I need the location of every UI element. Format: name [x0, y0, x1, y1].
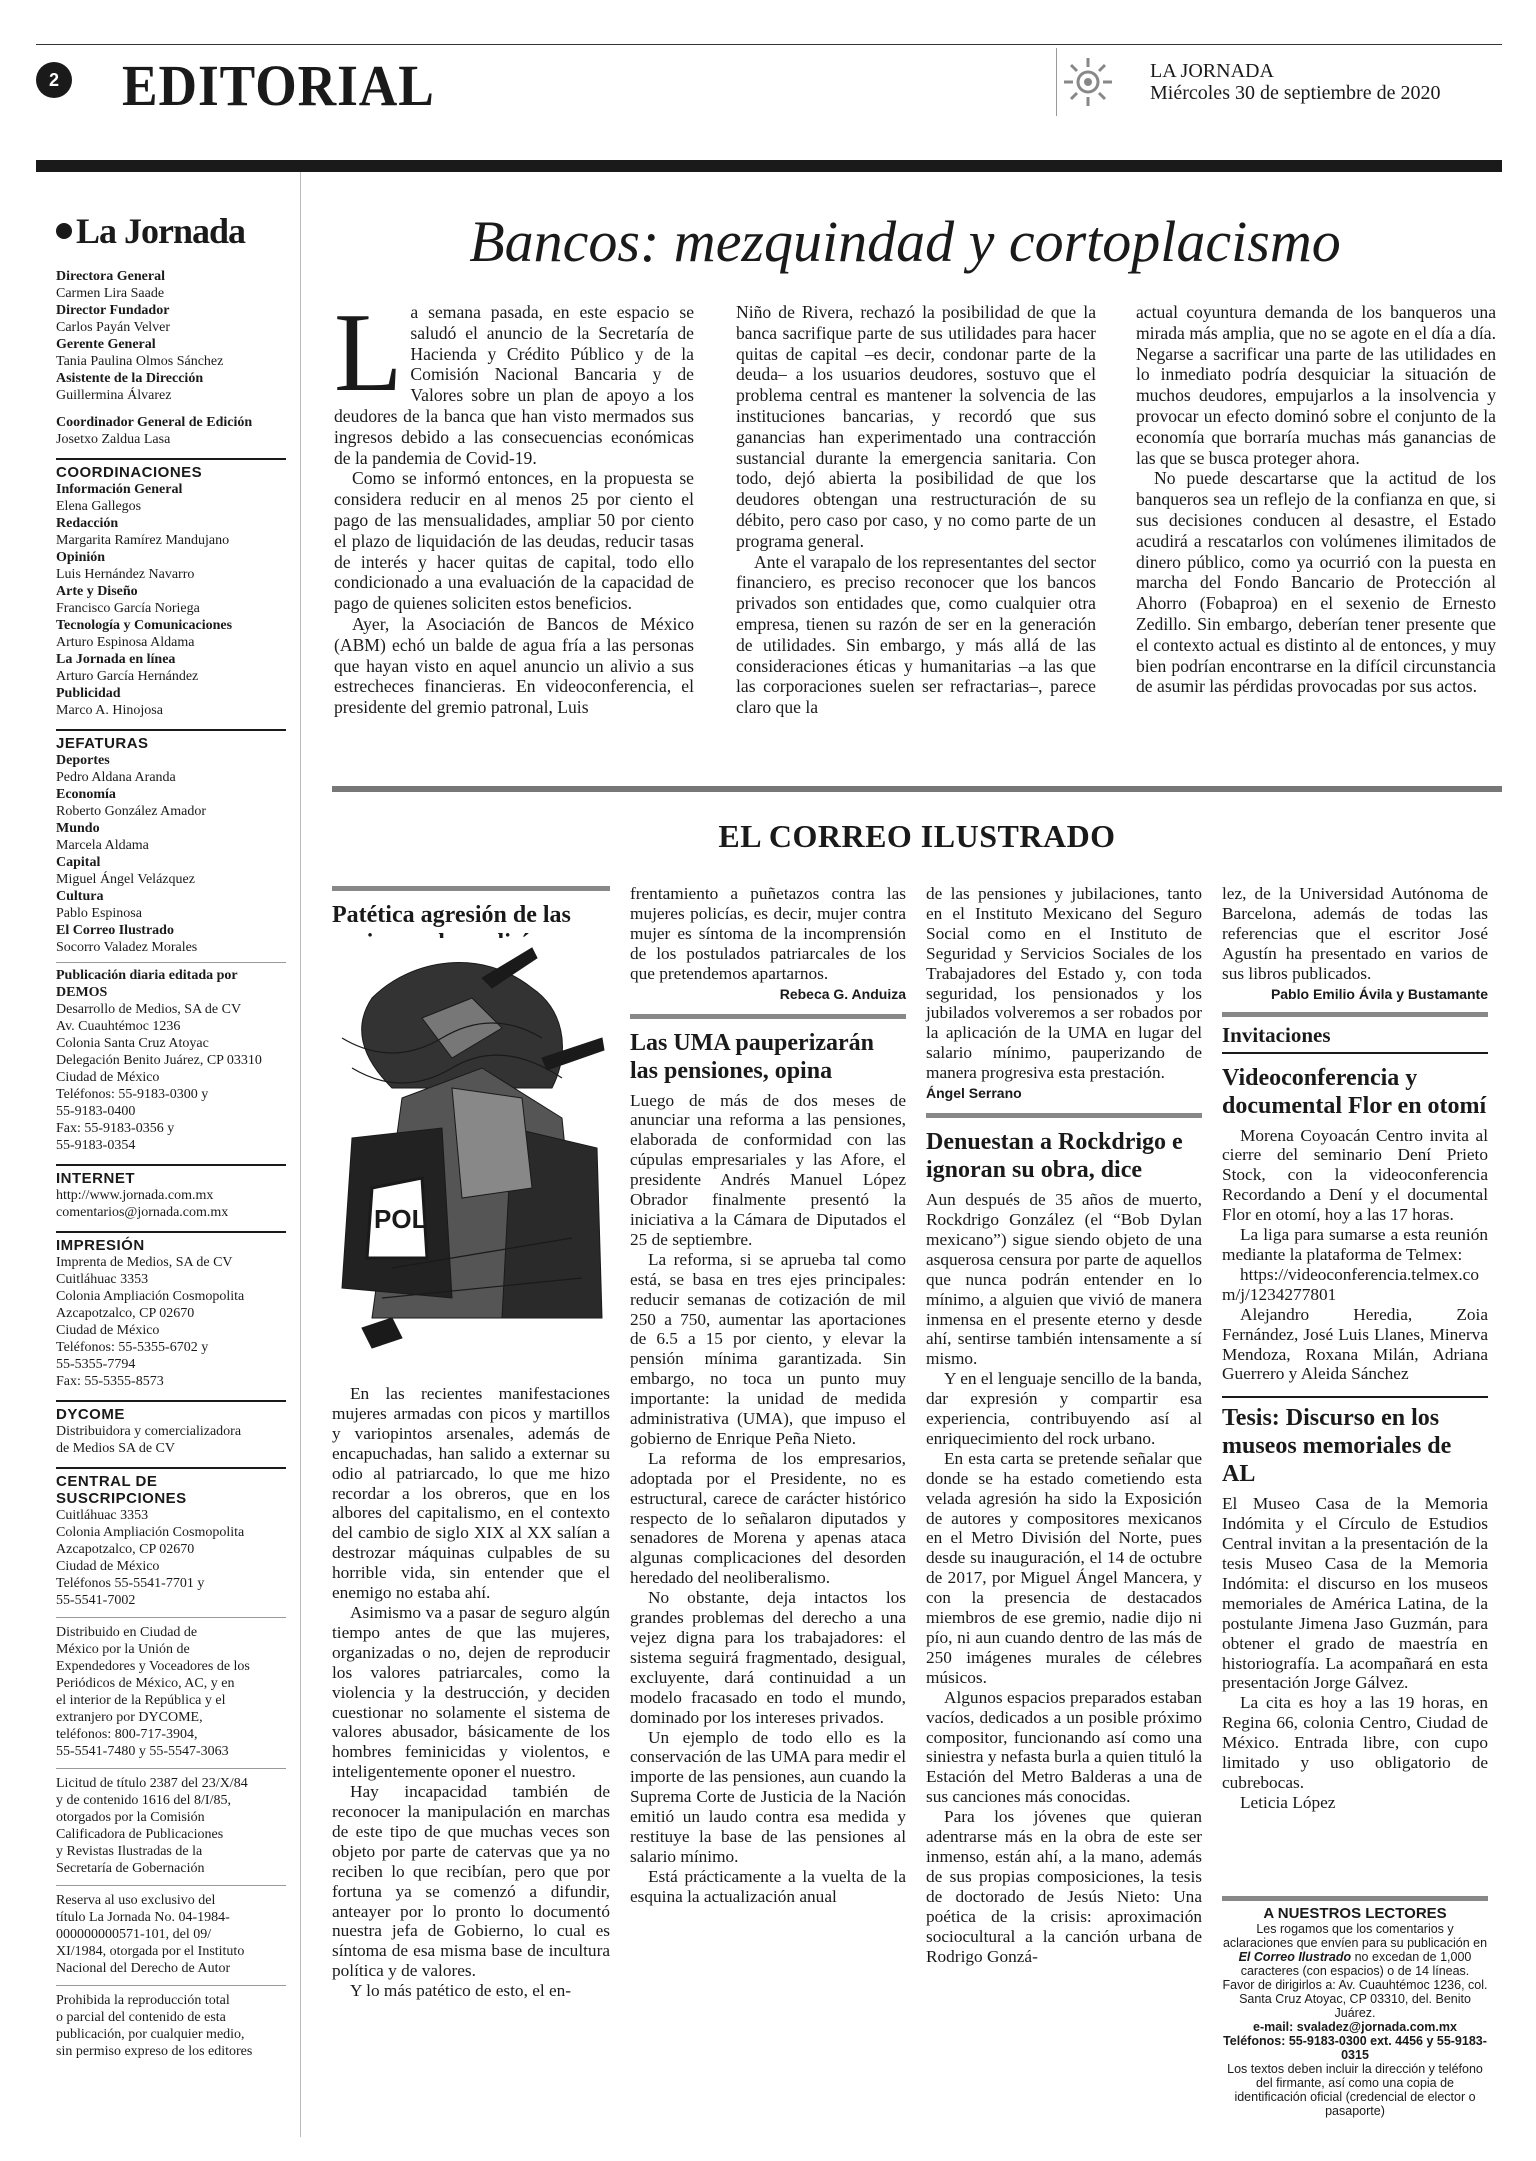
staff-name: Carmen Lira Saade [56, 286, 165, 301]
letter-paragraph: La reforma, si se aprueba tal como está, se basa en tres ejes principales: reducir semanas de cotización de mil 250 a 750, aumentar las aportaciones de 6.5 a 15 por ciento, y elevar la pensión mínima garantizada. Sin embargo, no toca un punto muy importante: la unidad de medida administrativa (UMA), que impuso el gobierno de Enrique Peña Nieto. [630, 1249, 906, 1448]
svg-text:POL: POL [374, 1204, 428, 1234]
jefaturas-label: JEFATURAS [56, 729, 286, 752]
staff-name: Miguel Ángel Velázquez [56, 872, 195, 887]
letter-paragraph: Para los jóvenes que quieran adentrarse más en la obra de este ser inmenso, están ahí, a la mano, además de sus propias composiciones, la tesis de doctorado de Jesús Nieto: Una poética de la crisis: aproximación sociocultural a la canción urbana de Rodrigo Gonzá- [926, 1807, 1202, 1966]
staff-name: Margarita Ramírez Mandujano [56, 533, 230, 548]
staff-role: Capital [56, 855, 101, 870]
letter-headline: Denuestan a Rockdrigo e ignoran su obra, dice [926, 1129, 1183, 1184]
lectores-contact: e-mail: svaladez@jornada.com.mx Teléfonos: 55-9183-0300 ext. 4456 y 55-9183-0315 [1223, 2020, 1487, 2062]
dycome-body: Distribuidora y comercializadora de Medios SA de CV [56, 1424, 242, 1456]
invitation-link[interactable]: https://videoconferencia.telmex.com/j/1234277801 [1222, 1264, 1479, 1304]
staff-role: Gerente General [56, 337, 156, 352]
staff-role: Economía [56, 787, 116, 802]
staff-name: Marcela Aldama [56, 838, 149, 853]
internet-label: INTERNET [56, 1164, 286, 1187]
distribucion-text: Distribuido en Ciudad de México por la Unión de Expendedores y Voceadores de los Periódicos de México, AC, y en el interior de la República y el extranjero por DYCOME, teléfonos: 800-717-3904, 55-5541-7480 y 55-5547-3063 [56, 1617, 286, 1760]
dycome-label: DYCOME [56, 1400, 286, 1423]
suscripciones-label: CENTRAL DE SUSCRIPCIONES [56, 1467, 286, 1507]
editorial-paragraph: No puede descartarse que la actitud de los banqueros sea un reflejo de la confianza en que, si sus decisiones conducen al desastre, el Estado acudirá a rescatarlos con volúmenes ilimitados de dinero público, como ya ocurrió con la puesta en marcha del Fondo Bancario de Protección al Ahorro (Fobaproa) en el sexenio de Ernesto Zedillo. Sin embargo, deberían tener presente que el contexto actual es distinto al de entonces, y muy bien podrían encontrarse en la difícil circunstancia de asumir las pérdidas provocadas por sus actos. [1136, 468, 1496, 697]
invitation-paragraph: La liga para sumarse a esta reunión mediante la plataforma de Telmex: [1222, 1225, 1488, 1264]
demos-title: Publicación diaria editada por DEMOS [56, 968, 238, 1000]
staff-name: Luis Hernández Navarro [56, 567, 195, 582]
editorial-paragraph: actual coyuntura demanda de los banqueros una mirada más amplia, que no se agote en el día a día. Negarse a sacrificar una parte de las utilidades en lo inmediato podría desquiciar la situación de muchos deudores, empujarlos a la insolvencia y provocar un efecto dominó sobre el conjunto de la economía que borraría muchas más ganancias de las que se busca proteger ahora. [1136, 302, 1496, 468]
coordinaciones-list [56, 481, 286, 719]
staff-role: Información General [56, 482, 183, 497]
protest-illustration [332, 938, 610, 1368]
lectores-address: Favor de dirigirlos a: Av. Cuauhtémoc 1236, col. Santa Cruz Atoyac, CP 03310, del. Benito Juárez. [1222, 1978, 1488, 2020]
letter-signature: Ángel Serrano [926, 1085, 1022, 1102]
demos-block [56, 962, 286, 1154]
letter-paragraph: Está prácticamente a la vuelta de la esquina la actualización anual [630, 1866, 906, 1906]
editorial-dropcap: L [334, 291, 403, 415]
licitud-text: Licitud de título 2387 del 23/X/84 y de contenido 1616 del 8/I/85, otorgados por la Comisión Calificadora de Publicaciones y Revistas Ilustradas de la Secretaría de Gobernación [56, 1768, 286, 1877]
editorial-title: Bancos: mezquindad y cortoplacismo [469, 209, 1341, 274]
staff-name: Socorro Valadez Morales [56, 940, 198, 955]
suscripciones-body: Cuitláhuac 3353 Colonia Ampliación Cosmopolita Azcapotzalco, CP 02670 Ciudad de México Teléfonos 55-5541-7701 y 55-5541-7002 [56, 1508, 245, 1608]
lectores-footer: Los textos deben incluir la dirección y teléfono del firmante, así como una copia de identificación oficial (credencial de elector o pasaporte) [1227, 2062, 1483, 2118]
staff-name: Carlos Payán Velver [56, 320, 171, 335]
letter-paragraph: En esta carta se pretende señalar que donde se ha estado cometiendo esta velada agresión ha sido la Exposición de autores y compositores mexicanos en el Metro División del Norte, pues desde su inauguración, el 14 de octubre de 2017, por Miguel Ángel Mancera, y con la presencia de destacados miembros de ese gremio, nadie dijo ni pío, ni aun cuando dentro de las más de 250 imágenes murales de célebres músicos. [926, 1448, 1202, 1687]
correo-column-3 [926, 884, 1202, 1966]
header-publication [1150, 60, 1440, 104]
editorial-column-3 [1136, 302, 1496, 697]
staff-name: Roberto González Amador [56, 804, 207, 819]
staff-name: Marco A. Hinojosa [56, 703, 163, 718]
letter-paragraph: de las pensiones y jubilaciones, tanto en el Instituto Mexicano del Seguro Social como en el Instituto de Seguridad y Servicios Sociales de los Trabajadores del Estado y, con toda seguridad, los pensionados y los jubilados volveremos a ser robados por la aplicación de la UMA en lugar del salario mínimo, pauperizando de manera progresiva esta prestación. [926, 884, 1202, 1083]
staff-role: La Jornada en línea [56, 652, 176, 667]
invitation-signature: Leticia López [1240, 1792, 1336, 1812]
staff-name: Francisco García Noriega [56, 601, 200, 616]
invitation-paragraph: Morena Coyoacán Centro invita al cierre del seminario Dení Prieto Stock, con la videoconferencia Recordando a Dení y el documental Flor en otomí, hoy a las 17 horas. [1222, 1125, 1488, 1225]
staff-name: Tania Paulina Olmos Sánchez [56, 354, 224, 369]
editorial-column-2 [736, 302, 1096, 718]
letter-2 [630, 1014, 906, 1907]
lectores-body: Les rogamos que los comentarios y aclaraciones que envíen para su publicación en El Correo Ilustrado no excedan de 1,000 caracteres (con espacios) o de 14 líneas. [1222, 1922, 1488, 1978]
staff-role: Deportes [56, 753, 110, 768]
editorial-paragraph: Niño de Rivera, rechazó la posibilidad de que la banca sacrifique parte de sus utilidades para hacer quitas de capital –es decir, condonar parte de la deuda– a los usuarios deudores, sostuvo que el problema central es mantener la solvencia de las instituciones bancarias, y recordó que sus ganancias han experimentado una contracción sustancial durante la emergencia sanitaria. Con todo, dejó abierta la posibilidad de que los deudores obtengan una restructuración de su débito, pero caso por caso, y no como parte de un programa general. [736, 302, 1096, 551]
editorial-paragraph: Ante el varapalo de los representantes del sector financiero, es preciso reconocer que los bancos privados son entidades que, como cualquier otra empresa, tienen su razón de ser en la generación de utilidades. Sin embargo, y más allá de las consideraciones éticas y humanitarias –a las que las corporaciones suelen ser refractarias–, parece claro que la [736, 551, 1096, 718]
invitation-headline: Videoconferencia y documental Flor en otomí [1222, 1064, 1487, 1119]
staff-role: El Correo Ilustrado [56, 923, 174, 938]
letter-headline: Las UMA pauperizarán las pensiones, opina [630, 1029, 875, 1084]
reserva-text: Reserva al uso exclusivo del título La Jornada No. 04-1984- 000000000571-101, del 09/ XI/1984, otorgada por el Instituto Nacional del Derecho de Autor [56, 1885, 286, 1977]
sidebar-divider [300, 172, 301, 2137]
staff-name: Arturo García Hernández [56, 669, 199, 684]
letter-paragraph: Luego de más de dos meses de anunciar una reforma a las pensiones, elaborada de conformidad con las cúpulas empresariales y las Afore, el presidente Andrés Manuel López Obrador finalmente presentó la iniciativa a la Cámara de Diputados el 25 de septiembre. [630, 1090, 906, 1249]
letter-signature: Rebeca G. Anduiza [779, 985, 906, 1002]
letter-paragraph: Y en el lenguaje sencillo de la banda, dar expresión y compartir esa experiencia, contribuyendo así al enriquecimiento del rock urbano. [926, 1369, 1202, 1448]
publication-name: LA JORNADA [1150, 60, 1274, 82]
lectores-box [1222, 1896, 1488, 2118]
correo-column-2 [630, 884, 906, 1907]
demos-body: Desarrollo de Medios, SA de CV Av. Cuauhtémoc 1236 Colonia Santa Cruz Atoyac Delegación Benito Juárez, CP 03310 Ciudad de México Teléfonos: 55-9183-0300 y 55-9183-0400 Fax: 55-9183-0356 y 55-9183-0354 [56, 1002, 262, 1153]
letter-1-body [332, 1384, 610, 2001]
editorial-bottom-rule [332, 786, 1502, 792]
staff-role: Asistente de la Dirección [56, 371, 204, 386]
letter-paragraph: Hay incapacidad también de reconocer la manipulación en marchas de este tipo de que muchas veces son objeto por parte de catervas que ya no reciben lo que recibían, pero que por fortuna ya se comenzó a difundir, anteayer por lo pronto lo documentó nuestra jefa de Gobierno, lo cual es síntoma de esa misma base de incultura política y de valores. [332, 1782, 610, 1981]
correo-section-title: EL CORREO ILUSTRADO [718, 818, 1116, 854]
staff-role: Mundo [56, 821, 100, 836]
staff-role: Coordinador General de Edición [56, 415, 253, 430]
header-divider [1056, 48, 1057, 116]
impresion-body: Imprenta de Medios, SA de CV Cuitláhuac 3353 Colonia Ampliación Cosmopolita Azcapotzalco, CP 02670 Ciudad de México Teléfonos: 55-5355-6702 y 55-5355-7794 Fax: 55-5355-8573 [56, 1255, 245, 1389]
letter-paragraph: Aun después de 35 años de muerto, Rockdrigo González (el “Bob Dylan mexicano”) sigue siendo objeto de una asquerosa censura por parte de aquellos que nunca podrán entender en lo mínimo, a alguien que vivió de manera inmensa en el presente eterno y desde ahí, sentirse también intensamente a sí mismo. [926, 1190, 1202, 1369]
jefaturas-list [56, 752, 286, 956]
section-title: EDITORIAL [122, 53, 435, 118]
letter-headline: Patética agresión de las [332, 902, 571, 928]
staff-name: Pedro Aldana Aranda [56, 770, 176, 785]
letter-paragraph: No obstante, deja intactos los grandes problemas del derecho a una vejez digna para los trabajadores: el sistema seguirá fragmentado, desigual, excluyente, dará continuidad a un modelo fracasado en todo el mundo, dominado por los intereses privados. [630, 1588, 906, 1727]
staff-name: Elena Gallegos [56, 499, 142, 514]
correo-column-4 [1222, 884, 1488, 1813]
letter-paragraph: Algunos espacios preparados estaban vacíos, dedicados a un posible próximo compositor, funcionando así como una siniestra y nefasta burla a quien tituló la Estación del Metro Balderas a una de sus canciones más conocidas. [926, 1687, 1202, 1807]
staff-role: Publicidad [56, 686, 121, 701]
letter-paragraph: frentamiento a puñetazos contra las mujeres policías, es decir, mujer contra mujer es síntoma de la incomprensión de los postulados patriarcales de los que pretendemos apartarnos. [630, 884, 906, 983]
editorial-paragraph: Ayer, la Asociación de Bancos de México (ABM) echó un balde de agua fría a las personas que hayan visto en aquel anuncio un alivio a sus estrecheces financieras. En videoconferencia, el presidente del gremio patronal, Luis [334, 613, 694, 718]
letter-paragraph: La reforma de los empresarios, adoptada por el Presidente, no es estructural, carece de carácter histórico respecto de lo señalaron diputados y senadores de Morena y apenas ataca algunas complicaciones del desorden heredado del neoliberalismo. [630, 1448, 906, 1588]
staff-role: Arte y Diseño [56, 584, 138, 599]
invitation-headline: Tesis: Discurso en los museos memoriales de AL [1222, 1405, 1452, 1488]
masthead-logo: La Jornada [56, 210, 286, 252]
masthead [56, 210, 286, 2060]
impresion-label: IMPRESIÓN [56, 1231, 286, 1254]
letter-3 [926, 1113, 1202, 1966]
coordinaciones-label: COORDINACIONES [56, 458, 286, 481]
staff-name: Josetxo Zaldua Lasa [56, 432, 171, 447]
prohibida-text: Prohibida la reproducción total o parcial del contenido de esta publicación, por cualquier medio, sin permiso expreso de los editores [56, 1985, 286, 2060]
publication-date: Miércoles 30 de septiembre de 2020 [1150, 82, 1441, 104]
staff-role: Director Fundador [56, 303, 170, 318]
editorial-paragraph: a semana pasada, en este espacio se saludó el anuncio de la Secretaría de Hacienda y Crédito Público y de la Comisión Nacional Bancaria y de Valores sobre un plan de apoyo a los deudores de la banca que han visto mermados sus ingresos debido a las consecuencias económicas de la pandemia de Covid-19. [334, 302, 694, 468]
logo-dot-icon [56, 223, 72, 239]
page-number: 2 [36, 62, 72, 98]
staff-role: Redacción [56, 516, 119, 531]
staff-name: Pablo Espinosa [56, 906, 142, 921]
letter-paragraph: Asimismo va a pasar de seguro algún tiempo antes de que las mujeres, organizadas o no, dejen de reproducir los valores patriarcales, como la violencia y la destrucción, y deciden cuestionar no solamente el sistema de valores abusador, básicamente de los hombres feminicidas y violentos, e inteligentemente oponer el nuestro. [332, 1602, 610, 1782]
staff-role: Opinión [56, 550, 106, 565]
invitation-2 [1222, 1396, 1488, 1813]
invitation-paragraph: El Museo Casa de la Memoria Indómita y el Círculo de Estudios Central invitan a la presentación de la tesis Museo Casa de la Memoria Indómita: el discurso en los museos memoriales de América Latina, de la postulante Jimena Jaso Guzmán, para obtener el grado de maestría en historiografía. La acompañará en esta presentación Jorge Gálvez. [1222, 1494, 1488, 1693]
sun-logo-icon [1062, 56, 1114, 108]
invitation-paragraph: Alejandro Heredia, Zoia Fernández, José Luis Llanes, Minerva Mendoza, Roxana Milán, Adriana Guerrero y Aleida Sánchez [1222, 1304, 1488, 1384]
staff-role: Directora General [56, 269, 165, 284]
internet-body: http://www.jornada.com.mx comentarios@jornada.com.mx [56, 1188, 229, 1220]
header-thick-rule [36, 160, 1502, 172]
staff-role: Cultura [56, 889, 104, 904]
letter-paragraph: En las recientes manifestaciones mujeres armadas con picos y martillos y variopintos arsenales, además de encapuchadas, han salido a externar su odio al patriarcado, lo que me hizo recordar a los obreros, que en los albores del capitalismo, en el contexto del cambio de siglo XIX al XX salían a destrozar máquinas culpables de su horrible vida, sin entender que el enemigo no estaba ahí. [332, 1384, 610, 1603]
invitation-paragraph: La cita es hoy a las 19 horas, en Regina 66, colonia Centro, Ciudad de México. Entrada libre, con cupo limitado y uso obligatorio de cubrebocas. [1222, 1693, 1488, 1792]
editorial-paragraph: Como se informó entonces, en la propuesta se considera reducir en al menos 25 por ciento el pago de las mensualidades, ampliar 50 por ciento el plazo de liquidación de las deudas, reducir tasas de interés y hacer quitas de capital, todo ello condicionado a una evaluación de la capacidad de pago de quienes soliciten estos beneficios. [334, 468, 694, 614]
invitaciones-label: Invitaciones [1222, 1012, 1488, 1054]
staff-name: Arturo Espinosa Aldama [56, 635, 195, 650]
staff-role: Tecnología y Comunicaciones [56, 618, 233, 633]
lectores-title: A NUESTROS LECTORES [1263, 1905, 1447, 1922]
letter-paragraph: Un ejemplo de todo ello es la conservación de las UMA para medir el importe de las pensiones, aun cuando la Suprema Corte de Justicia de la Nación emitió un laudo contra esa medida y restituye la base de las pensiones al salario mínimo. [630, 1727, 906, 1866]
letter-paragraph: Y lo más patético de esto, el en- [350, 1981, 572, 2001]
editorial-column-1 [334, 291, 694, 718]
staff-list [56, 268, 286, 448]
header-top-rule [36, 44, 1502, 45]
staff-name: Guillermina Álvarez [56, 388, 172, 403]
letter-paragraph: lez, de la Universidad Autónoma de Barcelona, además de todas las referencias que el escritor José Agustín ha presentado en varios de sus libros publicados. [1222, 884, 1488, 983]
letter-signature: Pablo Emilio Ávila y Bustamante [1270, 985, 1488, 1002]
